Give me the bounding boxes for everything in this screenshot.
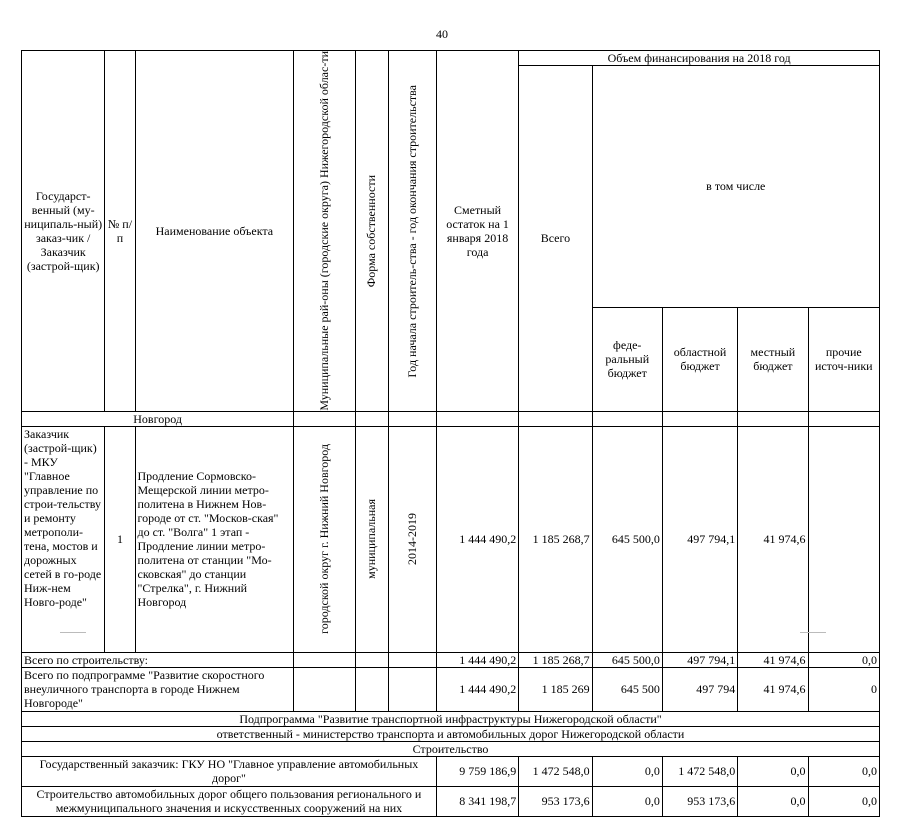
header-num: № п/п [105, 51, 135, 412]
road-construction-label: Строительство автомобильных дорог общего пользования регионального и межмуниципального значения и искусственных сооружений на них [22, 786, 437, 816]
subprogram-total-total: 1 185 269 [519, 667, 592, 711]
table-row [22, 741, 880, 756]
project-federal: 645 500,0 [592, 426, 662, 652]
subprogram-total-estimate: 1 444 490,2 [436, 667, 518, 711]
subprogram-total-other: 0 [808, 667, 879, 711]
project-regional: 497 794,1 [662, 426, 737, 652]
road-construction-federal: 0,0 [592, 786, 662, 816]
page-number: 40 [436, 27, 448, 41]
project-name: Продление Сормовско-Мещерской линии метро-политена в Нижнем Нов-городе от ст. "Москов-ская" до ст. "Волга" 1 этап - Продление линии метро-политена от станции "Мо-сковская" до станции "Стрелка", г. Нижний Новгород [135, 426, 294, 652]
road-construction-other: 0,0 [808, 786, 879, 816]
header-including: в том числе [592, 66, 879, 308]
gov-customer-other: 0,0 [808, 756, 879, 786]
construction-total-regional: 497 794,1 [662, 652, 737, 667]
subprogram-title: Подпрограмма "Развитие транспортной инфраструктуры Нижегородской области" [22, 711, 880, 726]
gov-customer-local: 0,0 [738, 756, 808, 786]
project-ownership [355, 426, 388, 652]
scan-edge-line [800, 632, 826, 633]
header-years-text: Год начала строитель-ства - год окончания строительства [404, 84, 419, 378]
financing-table [21, 50, 880, 817]
project-ownership-text: муниципальная [364, 499, 379, 580]
header-federal: феде-ральный бюджет [592, 307, 662, 411]
gov-customer-estimate: 9 759 186,9 [436, 756, 518, 786]
project-other [808, 426, 879, 652]
table-row [22, 411, 880, 426]
header-estimate-remainder: Сметный остаток на 1 января 2018 года [436, 51, 518, 412]
scan-edge-line [60, 632, 86, 633]
road-construction-estimate: 8 341 198,7 [436, 786, 518, 816]
header-total: Всего [519, 66, 592, 412]
construction-total-label: Всего по строительству: [22, 652, 294, 667]
header-municipal-area-text: Муниципальные рай-оны (городские округа) Нижегородской облас-ти [316, 51, 331, 411]
subprogram-total-label: Всего по подпрограмме "Развитие скоростного внеуличного транспорта в городе Нижнем Новгороде" [22, 667, 294, 711]
header-municipal-area [294, 51, 355, 412]
header-regional: областной бюджет [662, 307, 737, 411]
subprogram-total-row [22, 667, 880, 711]
subprogram-total-federal: 645 500 [592, 667, 662, 711]
responsible-ministry: ответственный - министерство транспорта и автомобильных дорог Нижегородской области [22, 726, 880, 741]
project-area [294, 426, 355, 652]
project-customer: Заказчик (застрой-щик) - МКУ "Главное управление по строи-тельству и ремонту метрополи-тена, мостов и дорожных сетей в го-роде Ниж-нем Новго-роде" [22, 426, 105, 652]
road-construction-row [22, 786, 880, 816]
project-years-text: 2014-2019 [404, 513, 419, 566]
gov-customer-row [22, 756, 880, 786]
header-financing-volume: Объем финансирования на 2018 год [519, 51, 880, 66]
road-construction-regional: 953 173,6 [662, 786, 737, 816]
gov-customer-federal: 0,0 [592, 756, 662, 786]
header-customer: Государст-венный (му-ниципаль-ный) заказ-чик / Заказчик (застрой-щик) [22, 51, 105, 412]
construction-total-row [22, 652, 880, 667]
gov-customer-total: 1 472 548,0 [519, 756, 592, 786]
project-local: 41 974,6 [738, 426, 808, 652]
road-construction-local: 0,0 [738, 786, 808, 816]
header-ownership-text: Форма собственности [364, 174, 379, 287]
project-area-text: городской округ г. Нижний Новгород [316, 444, 331, 635]
construction-total-other: 0,0 [808, 652, 879, 667]
header-object-name: Наименование объекта [135, 51, 294, 412]
gov-customer-regional: 1 472 548,0 [662, 756, 737, 786]
project-years [388, 426, 436, 652]
construction-total-local: 41 974,6 [738, 652, 808, 667]
section-title: Строительство [22, 741, 880, 756]
project-num: 1 [105, 426, 135, 652]
header-years [388, 51, 436, 412]
table-row [22, 726, 880, 741]
construction-total-estimate: 1 444 490,2 [436, 652, 518, 667]
table-row [22, 711, 880, 726]
construction-total-federal: 645 500,0 [592, 652, 662, 667]
construction-total-total: 1 185 268,7 [519, 652, 592, 667]
project-row [22, 426, 880, 652]
city-fragment: Новгород [22, 411, 294, 426]
header-local: местный бюджет [738, 307, 808, 411]
header-other: прочие источ-ники [808, 307, 879, 411]
header-ownership [355, 51, 388, 412]
gov-customer-label: Государственный заказчик: ГКУ НО "Главное управление автомобильных дорог" [22, 756, 437, 786]
subprogram-total-regional: 497 794 [662, 667, 737, 711]
road-construction-total: 953 173,6 [519, 786, 592, 816]
project-estimate: 1 444 490,2 [436, 426, 518, 652]
subprogram-total-local: 41 974,6 [738, 667, 808, 711]
project-total: 1 185 268,7 [519, 426, 592, 652]
